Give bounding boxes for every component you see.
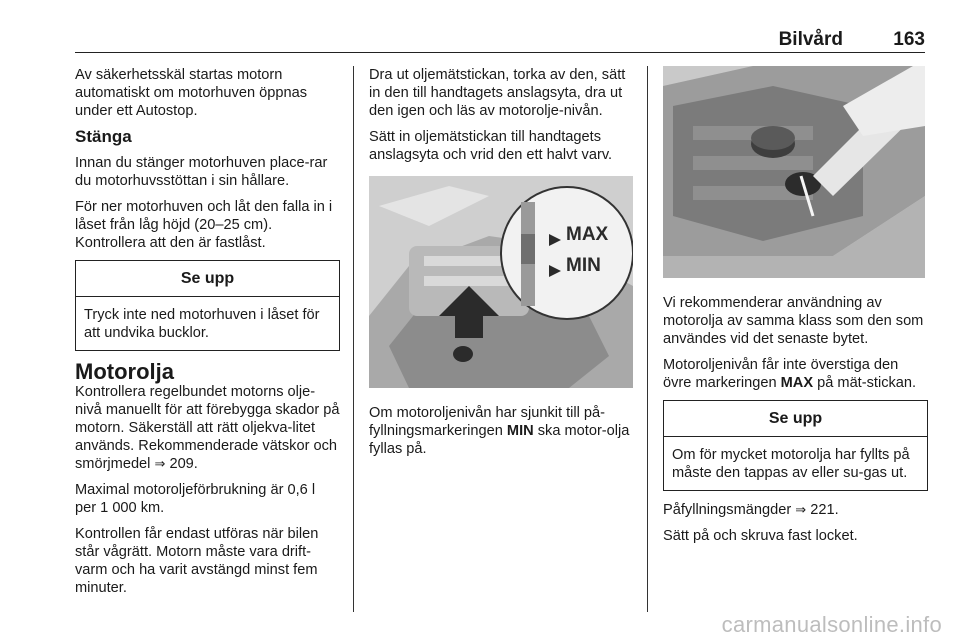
paragraph: Kontrollen får endast utföras när bilen står vågrätt. Motorn måste vara drift-varm och ha varit avstängd minst fem minuter. [75,526,319,596]
oil-filler-photo [663,66,925,278]
paragraph-text: Motoroljenivån får inte överstiga den övre markeringen [663,357,899,391]
heading-engine-oil: Motorolja [75,359,174,384]
column-divider [353,66,354,612]
dipstick-photo [369,176,633,388]
paragraph-text: Om motoroljenivån har sjunkit till på-fyllningsmarkeringen [369,405,606,439]
column-middle [369,66,634,466]
warning-title: Se upp [664,401,927,437]
warning-box [75,260,340,351]
paragraph: För ner motorhuven och låt den falla in i låset från låg höjd (20–25 cm). Kontrollera att den är fastlåst. [75,199,333,251]
page-reference[interactable]: 209. [169,456,198,472]
subheading-close: Stänga [75,127,132,146]
paragraph [663,501,928,519]
paragraph: Sätt in oljemätstickan till handtagets anslagsyta och vrid den ett halvt varv. [369,129,613,163]
page-reference[interactable]: 221. [810,502,839,518]
paragraph: Maximal motoroljeförbrukning är 0,6 l per 1 000 km. [75,482,316,516]
max-label: MAX [566,224,609,245]
paragraph [663,356,928,392]
page-header [75,26,925,53]
column-right [663,66,928,553]
paragraph [369,404,634,458]
paragraph: Dra ut oljemätstickan, torka av den, sätt in den till handtagets anslagsyta, dra ut den igen och läs av motorolje-nivån. [369,67,626,119]
watermark: carmanualsonline.info [721,612,942,637]
paragraph-text: på mät-stickan. [817,375,917,391]
paragraph-text: ska motor-olja fyllas på. [369,423,630,457]
arrow-right-icon: ⇒ [795,502,807,517]
warning-text: Tryck inte ned motorhuven i låset för att undvika bucklor. [84,307,320,341]
warning-title: Se upp [76,261,339,297]
column-divider [647,66,648,612]
arrow-right-icon: ⇒ [154,456,166,471]
column-left [75,66,340,605]
max-marker: MAX [780,375,814,391]
paragraph: Av säkerhetsskäl startas motorn automatiskt om motorhuven öppnas under ett Autostop. [75,67,308,119]
paragraph [75,383,340,473]
warning-text: Om för mycket motorolja har fyllts på måste den tappas av eller su-gas ut. [672,447,910,481]
paragraph: Vi rekommenderar användning av motorolja av samma klass som den som användes vid det senaste bytet. [663,295,924,347]
paragraph-text: Påfyllningsmängder [663,502,792,518]
warning-box [663,400,928,491]
min-label: MIN [566,255,601,276]
page-number: 163 [893,29,925,50]
dipstick-illustration [369,176,633,388]
paragraph: Innan du stänger motorhuven place-rar du motorhuvsstöttan i sin hållare. [75,155,328,189]
oil-filling-illustration [663,66,925,278]
paragraph: Sätt på och skruva fast locket. [663,528,858,544]
section-title: Bilvård [778,29,843,50]
paragraph-text: Kontrollera regelbundet motorns olje-nivå manuellt för att förebygga skador på motorn. Säkerställ att rätt oljekva-litet används. Rekommenderade vätskor och smörjmedel [75,384,340,472]
min-marker: MIN [506,423,534,439]
